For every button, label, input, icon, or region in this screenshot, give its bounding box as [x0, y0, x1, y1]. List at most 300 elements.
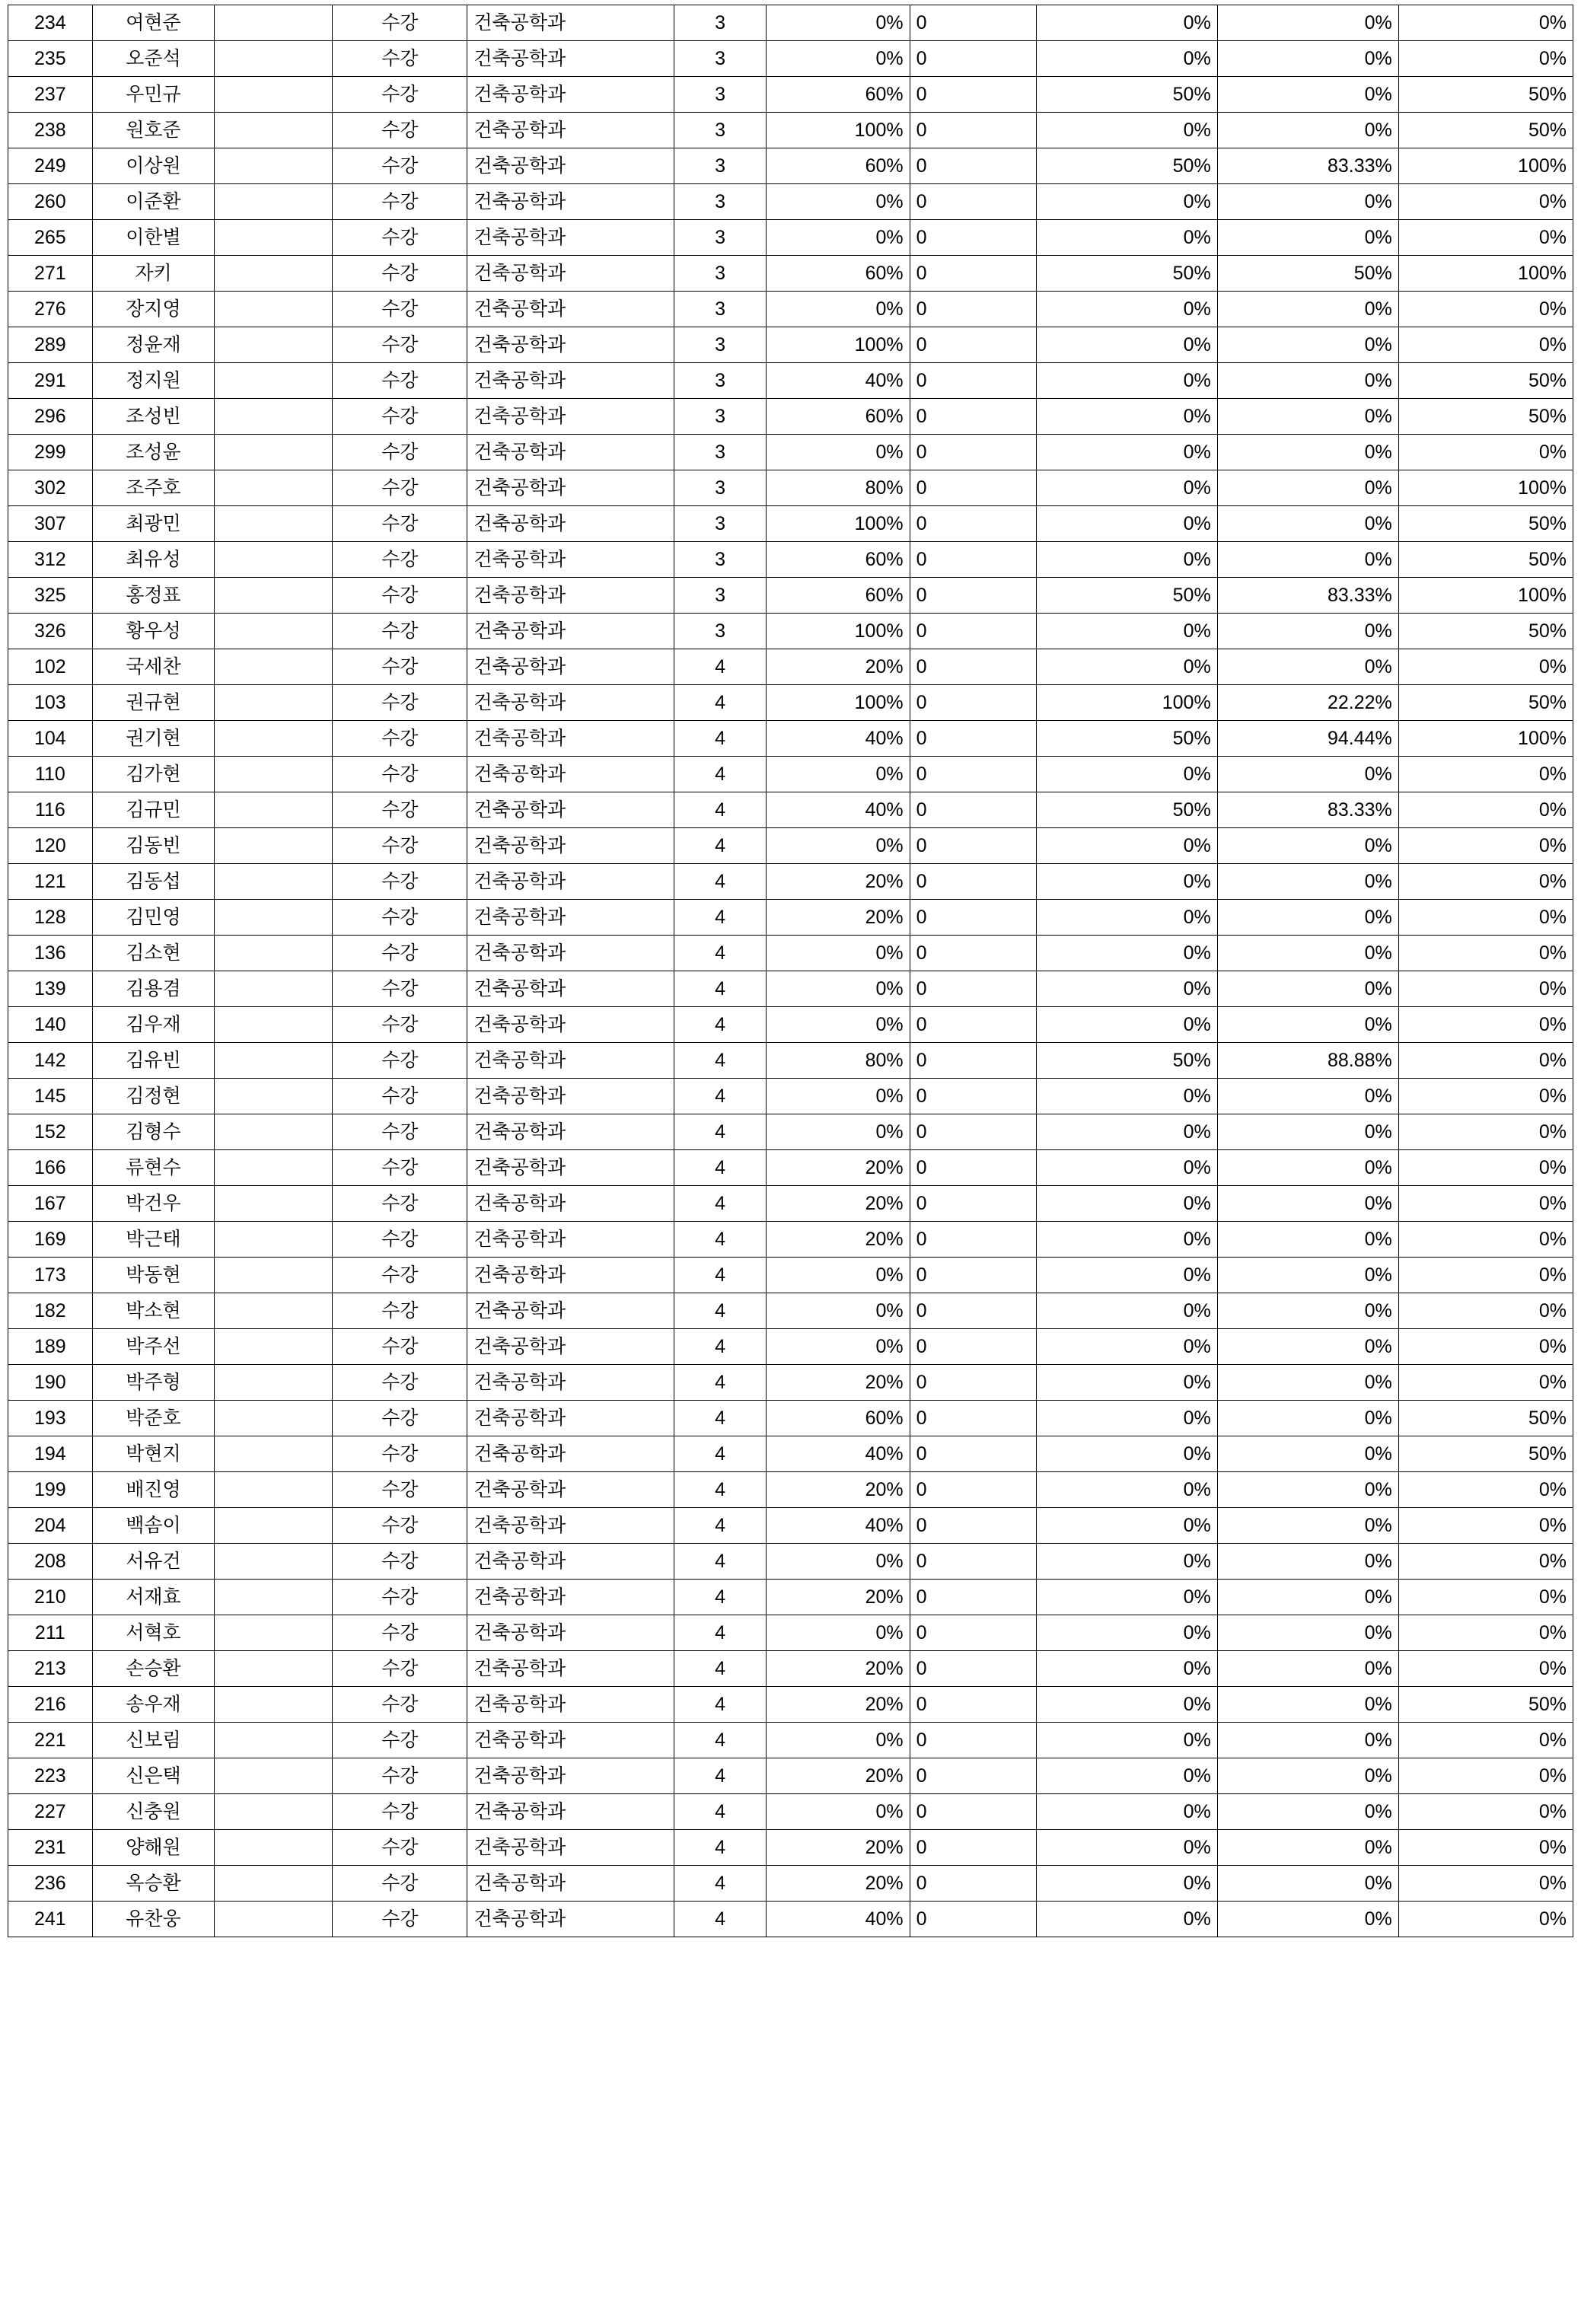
cell-id: 260: [8, 184, 93, 220]
cell-id: 199: [8, 1472, 93, 1508]
cell-status: 수강: [333, 435, 467, 470]
cell-p2: 0%: [1036, 1365, 1217, 1401]
cell-zero: 0: [910, 1508, 1036, 1544]
cell-p4: 100%: [1398, 470, 1573, 506]
cell-grade: 4: [674, 792, 767, 828]
cell-p2: 0%: [1036, 1794, 1217, 1830]
cell-grade: 4: [674, 757, 767, 792]
cell-grade: 3: [674, 327, 767, 363]
cell-p1: 20%: [767, 1150, 910, 1186]
cell-p2: 0%: [1036, 113, 1217, 148]
cell-id: 189: [8, 1329, 93, 1365]
cell-id: 241: [8, 1902, 93, 1937]
cell-zero: 0: [910, 435, 1036, 470]
cell-p1: 80%: [767, 470, 910, 506]
cell-blank: [215, 1365, 333, 1401]
cell-grade: 4: [674, 1222, 767, 1258]
cell-p1: 0%: [767, 1723, 910, 1758]
cell-id: 211: [8, 1615, 93, 1651]
cell-p2: 50%: [1036, 148, 1217, 184]
cell-p1: 100%: [767, 506, 910, 542]
cell-status: 수강: [333, 614, 467, 649]
cell-dept: 건축공학과: [467, 1329, 674, 1365]
cell-status: 수강: [333, 1830, 467, 1866]
cell-p1: 0%: [767, 936, 910, 971]
cell-p4: 50%: [1398, 542, 1573, 578]
cell-grade: 4: [674, 1830, 767, 1866]
cell-zero: 0: [910, 184, 1036, 220]
cell-p3: 0%: [1217, 757, 1398, 792]
cell-p4: 0%: [1398, 1079, 1573, 1114]
cell-p4: 0%: [1398, 1580, 1573, 1615]
cell-p3: 0%: [1217, 1258, 1398, 1293]
cell-p2: 0%: [1036, 292, 1217, 327]
cell-zero: 0: [910, 828, 1036, 864]
cell-blank: [215, 435, 333, 470]
table-row: [8, 685, 1573, 721]
cell-dept: 건축공학과: [467, 256, 674, 292]
cell-dept: 건축공학과: [467, 1079, 674, 1114]
cell-id: 231: [8, 1830, 93, 1866]
cell-status: 수강: [333, 292, 467, 327]
cell-p3: 0%: [1217, 1580, 1398, 1615]
cell-p1: 20%: [767, 1758, 910, 1794]
cell-p2: 0%: [1036, 1472, 1217, 1508]
cell-p2: 0%: [1036, 1258, 1217, 1293]
table-row: [8, 971, 1573, 1007]
cell-zero: 0: [910, 1651, 1036, 1687]
cell-grade: 4: [674, 1615, 767, 1651]
cell-status: 수강: [333, 1723, 467, 1758]
cell-zero: 0: [910, 292, 1036, 327]
cell-zero: 0: [910, 1758, 1036, 1794]
cell-zero: 0: [910, 1902, 1036, 1937]
cell-blank: [215, 1150, 333, 1186]
cell-id: 289: [8, 327, 93, 363]
cell-id: 136: [8, 936, 93, 971]
cell-zero: 0: [910, 685, 1036, 721]
cell-status: 수강: [333, 578, 467, 614]
cell-p3: 0%: [1217, 1830, 1398, 1866]
cell-p4: 0%: [1398, 1329, 1573, 1365]
table-row: [8, 578, 1573, 614]
cell-p3: 0%: [1217, 1222, 1398, 1258]
cell-grade: 4: [674, 1293, 767, 1329]
cell-name: 백솜이: [92, 1508, 215, 1544]
table-row: [8, 1794, 1573, 1830]
cell-status: 수강: [333, 1472, 467, 1508]
cell-name: 손승환: [92, 1651, 215, 1687]
cell-p4: 0%: [1398, 1866, 1573, 1902]
table-row: [8, 506, 1573, 542]
cell-dept: 건축공학과: [467, 1043, 674, 1079]
cell-blank: [215, 1472, 333, 1508]
cell-status: 수강: [333, 936, 467, 971]
cell-p1: 60%: [767, 1401, 910, 1436]
cell-dept: 건축공학과: [467, 113, 674, 148]
cell-p3: 0%: [1217, 435, 1398, 470]
cell-p4: 0%: [1398, 900, 1573, 936]
cell-name: 류현수: [92, 1150, 215, 1186]
cell-id: 227: [8, 1794, 93, 1830]
cell-id: 296: [8, 399, 93, 435]
cell-name: 김정현: [92, 1079, 215, 1114]
cell-p2: 0%: [1036, 1508, 1217, 1544]
cell-p4: 0%: [1398, 649, 1573, 685]
cell-grade: 4: [674, 1186, 767, 1222]
cell-p1: 60%: [767, 256, 910, 292]
cell-id: 325: [8, 578, 93, 614]
cell-dept: 건축공학과: [467, 1687, 674, 1723]
cell-p3: 0%: [1217, 292, 1398, 327]
cell-p3: 0%: [1217, 1401, 1398, 1436]
cell-grade: 4: [674, 721, 767, 757]
cell-dept: 건축공학과: [467, 1580, 674, 1615]
cell-p2: 0%: [1036, 470, 1217, 506]
cell-blank: [215, 256, 333, 292]
cell-name: 조성빈: [92, 399, 215, 435]
cell-blank: [215, 470, 333, 506]
cell-dept: 건축공학과: [467, 1007, 674, 1043]
cell-zero: 0: [910, 256, 1036, 292]
cell-p2: 0%: [1036, 1580, 1217, 1615]
cell-id: 307: [8, 506, 93, 542]
cell-grade: 3: [674, 578, 767, 614]
cell-name: 박주형: [92, 1365, 215, 1401]
cell-name: 최광민: [92, 506, 215, 542]
cell-zero: 0: [910, 1079, 1036, 1114]
cell-id: 102: [8, 649, 93, 685]
cell-p2: 0%: [1036, 399, 1217, 435]
cell-dept: 건축공학과: [467, 1615, 674, 1651]
cell-status: 수강: [333, 900, 467, 936]
table-row: [8, 363, 1573, 399]
cell-p4: 0%: [1398, 1365, 1573, 1401]
cell-name: 정윤재: [92, 327, 215, 363]
table-row: [8, 1544, 1573, 1580]
cell-p2: 0%: [1036, 184, 1217, 220]
table-row: [8, 792, 1573, 828]
cell-dept: 건축공학과: [467, 1902, 674, 1937]
cell-p1: 40%: [767, 792, 910, 828]
cell-dept: 건축공학과: [467, 1401, 674, 1436]
table-row: [8, 256, 1573, 292]
cell-p3: 0%: [1217, 327, 1398, 363]
cell-grade: 4: [674, 1544, 767, 1580]
cell-blank: [215, 1687, 333, 1723]
cell-p2: 0%: [1036, 41, 1217, 77]
cell-status: 수강: [333, 220, 467, 256]
cell-zero: 0: [910, 936, 1036, 971]
cell-id: 312: [8, 542, 93, 578]
cell-p2: 0%: [1036, 542, 1217, 578]
cell-p1: 0%: [767, 5, 910, 41]
cell-name: 정지원: [92, 363, 215, 399]
cell-dept: 건축공학과: [467, 1293, 674, 1329]
cell-status: 수강: [333, 1329, 467, 1365]
cell-zero: 0: [910, 614, 1036, 649]
cell-p3: 0%: [1217, 1186, 1398, 1222]
cell-name: 김우재: [92, 1007, 215, 1043]
cell-grade: 3: [674, 292, 767, 327]
cell-p4: 0%: [1398, 327, 1573, 363]
cell-p3: 0%: [1217, 506, 1398, 542]
cell-grade: 4: [674, 1902, 767, 1937]
cell-zero: 0: [910, 148, 1036, 184]
cell-zero: 0: [910, 399, 1036, 435]
cell-p1: 0%: [767, 971, 910, 1007]
table-row: [8, 1830, 1573, 1866]
cell-blank: [215, 1758, 333, 1794]
cell-p2: 0%: [1036, 900, 1217, 936]
cell-name: 우민규: [92, 77, 215, 113]
table-row: [8, 1866, 1573, 1902]
cell-p1: 0%: [767, 1615, 910, 1651]
cell-id: 216: [8, 1687, 93, 1723]
cell-status: 수강: [333, 1150, 467, 1186]
cell-dept: 건축공학과: [467, 649, 674, 685]
cell-p3: 0%: [1217, 900, 1398, 936]
cell-p2: 0%: [1036, 757, 1217, 792]
cell-p4: 100%: [1398, 148, 1573, 184]
cell-p3: 83.33%: [1217, 578, 1398, 614]
cell-p3: 0%: [1217, 41, 1398, 77]
table-row: [8, 41, 1573, 77]
cell-id: 193: [8, 1401, 93, 1436]
cell-dept: 건축공학과: [467, 1651, 674, 1687]
cell-status: 수강: [333, 1222, 467, 1258]
cell-p2: 0%: [1036, 864, 1217, 900]
cell-blank: [215, 1293, 333, 1329]
cell-id: 213: [8, 1651, 93, 1687]
cell-name: 홍정표: [92, 578, 215, 614]
cell-grade: 4: [674, 1114, 767, 1150]
table-row: [8, 77, 1573, 113]
cell-p1: 0%: [767, 1114, 910, 1150]
cell-dept: 건축공학과: [467, 1150, 674, 1186]
cell-p3: 0%: [1217, 363, 1398, 399]
cell-blank: [215, 1329, 333, 1365]
cell-grade: 3: [674, 363, 767, 399]
table-row: [8, 649, 1573, 685]
cell-p4: 0%: [1398, 864, 1573, 900]
cell-p4: 50%: [1398, 1687, 1573, 1723]
cell-id: 182: [8, 1293, 93, 1329]
cell-dept: 건축공학과: [467, 1758, 674, 1794]
cell-name: 박건우: [92, 1186, 215, 1222]
cell-name: 김민영: [92, 900, 215, 936]
cell-zero: 0: [910, 1830, 1036, 1866]
cell-blank: [215, 1580, 333, 1615]
cell-p3: 0%: [1217, 1866, 1398, 1902]
cell-name: 신보림: [92, 1723, 215, 1758]
cell-p4: 50%: [1398, 77, 1573, 113]
cell-blank: [215, 721, 333, 757]
cell-p1: 20%: [767, 1687, 910, 1723]
cell-id: 299: [8, 435, 93, 470]
cell-p4: 0%: [1398, 220, 1573, 256]
cell-p2: 0%: [1036, 1544, 1217, 1580]
cell-p1: 60%: [767, 578, 910, 614]
cell-status: 수강: [333, 1866, 467, 1902]
cell-status: 수강: [333, 1902, 467, 1937]
cell-p1: 40%: [767, 1902, 910, 1937]
cell-p4: 50%: [1398, 1401, 1573, 1436]
cell-id: 223: [8, 1758, 93, 1794]
cell-p2: 0%: [1036, 1329, 1217, 1365]
cell-p1: 40%: [767, 721, 910, 757]
cell-p2: 50%: [1036, 578, 1217, 614]
cell-id: 249: [8, 148, 93, 184]
cell-blank: [215, 506, 333, 542]
cell-status: 수강: [333, 828, 467, 864]
cell-p1: 40%: [767, 363, 910, 399]
cell-p4: 0%: [1398, 1043, 1573, 1079]
cell-blank: [215, 1079, 333, 1114]
table-row: [8, 1150, 1573, 1186]
cell-status: 수강: [333, 1007, 467, 1043]
cell-id: 139: [8, 971, 93, 1007]
cell-status: 수강: [333, 721, 467, 757]
cell-blank: [215, 1830, 333, 1866]
cell-zero: 0: [910, 542, 1036, 578]
cell-id: 221: [8, 1723, 93, 1758]
cell-p1: 20%: [767, 1186, 910, 1222]
cell-p1: 0%: [767, 757, 910, 792]
cell-p4: 0%: [1398, 1293, 1573, 1329]
cell-id: 235: [8, 41, 93, 77]
cell-name: 옥승환: [92, 1866, 215, 1902]
cell-status: 수강: [333, 148, 467, 184]
cell-grade: 4: [674, 1472, 767, 1508]
cell-status: 수강: [333, 1114, 467, 1150]
table-row: [8, 900, 1573, 936]
cell-p4: 0%: [1398, 1651, 1573, 1687]
cell-p1: 20%: [767, 1365, 910, 1401]
cell-name: 국세찬: [92, 649, 215, 685]
cell-p2: 100%: [1036, 685, 1217, 721]
cell-p4: 0%: [1398, 792, 1573, 828]
cell-id: 110: [8, 757, 93, 792]
cell-blank: [215, 1436, 333, 1472]
cell-blank: [215, 5, 333, 41]
cell-name: 권규현: [92, 685, 215, 721]
cell-p2: 0%: [1036, 506, 1217, 542]
cell-name: 김용겸: [92, 971, 215, 1007]
cell-id: 236: [8, 1866, 93, 1902]
cell-blank: [215, 971, 333, 1007]
cell-status: 수강: [333, 41, 467, 77]
cell-p4: 0%: [1398, 1114, 1573, 1150]
cell-p3: 0%: [1217, 399, 1398, 435]
cell-p3: 0%: [1217, 1472, 1398, 1508]
cell-p3: 83.33%: [1217, 148, 1398, 184]
cell-p1: 20%: [767, 1580, 910, 1615]
cell-name: 이상원: [92, 148, 215, 184]
cell-p4: 0%: [1398, 1150, 1573, 1186]
cell-p1: 20%: [767, 1472, 910, 1508]
cell-status: 수강: [333, 649, 467, 685]
cell-zero: 0: [910, 1150, 1036, 1186]
cell-dept: 건축공학과: [467, 1544, 674, 1580]
cell-status: 수강: [333, 864, 467, 900]
cell-status: 수강: [333, 1365, 467, 1401]
cell-p1: 20%: [767, 1651, 910, 1687]
cell-p3: 0%: [1217, 1293, 1398, 1329]
cell-status: 수강: [333, 1186, 467, 1222]
cell-blank: [215, 614, 333, 649]
cell-p1: 60%: [767, 148, 910, 184]
cell-blank: [215, 792, 333, 828]
cell-grade: 4: [674, 936, 767, 971]
cell-id: 140: [8, 1007, 93, 1043]
cell-grade: 4: [674, 649, 767, 685]
cell-blank: [215, 399, 333, 435]
cell-grade: 4: [674, 1794, 767, 1830]
cell-blank: [215, 542, 333, 578]
cell-id: 210: [8, 1580, 93, 1615]
cell-status: 수강: [333, 506, 467, 542]
cell-name: 배진영: [92, 1472, 215, 1508]
cell-grade: 4: [674, 1687, 767, 1723]
cell-grade: 4: [674, 1258, 767, 1293]
cell-blank: [215, 184, 333, 220]
cell-status: 수강: [333, 1615, 467, 1651]
table-row: [8, 327, 1573, 363]
cell-status: 수강: [333, 77, 467, 113]
cell-grade: 3: [674, 399, 767, 435]
cell-blank: [215, 1258, 333, 1293]
cell-status: 수강: [333, 256, 467, 292]
cell-status: 수강: [333, 757, 467, 792]
cell-blank: [215, 649, 333, 685]
cell-p2: 0%: [1036, 1830, 1217, 1866]
cell-id: 142: [8, 1043, 93, 1079]
cell-name: 권기현: [92, 721, 215, 757]
table-row: [8, 1222, 1573, 1258]
cell-dept: 건축공학과: [467, 828, 674, 864]
cell-zero: 0: [910, 1043, 1036, 1079]
cell-dept: 건축공학과: [467, 936, 674, 971]
cell-blank: [215, 77, 333, 113]
cell-name: 서혁호: [92, 1615, 215, 1651]
cell-id: 121: [8, 864, 93, 900]
table-row: [8, 1186, 1573, 1222]
cell-p3: 0%: [1217, 1114, 1398, 1150]
cell-p4: 0%: [1398, 1508, 1573, 1544]
cell-p4: 50%: [1398, 506, 1573, 542]
cell-zero: 0: [910, 1007, 1036, 1043]
cell-p2: 0%: [1036, 220, 1217, 256]
cell-dept: 건축공학과: [467, 971, 674, 1007]
cell-dept: 건축공학과: [467, 148, 674, 184]
cell-dept: 건축공학과: [467, 721, 674, 757]
table-row: [8, 1329, 1573, 1365]
table-row: [8, 1401, 1573, 1436]
table-row: [8, 542, 1573, 578]
cell-dept: 건축공학과: [467, 1508, 674, 1544]
cell-zero: 0: [910, 1401, 1036, 1436]
cell-grade: 3: [674, 220, 767, 256]
cell-blank: [215, 828, 333, 864]
cell-grade: 4: [674, 971, 767, 1007]
cell-p1: 0%: [767, 292, 910, 327]
cell-p4: 0%: [1398, 1758, 1573, 1794]
cell-status: 수강: [333, 1544, 467, 1580]
cell-p3: 0%: [1217, 936, 1398, 971]
cell-zero: 0: [910, 971, 1036, 1007]
cell-name: 조성윤: [92, 435, 215, 470]
